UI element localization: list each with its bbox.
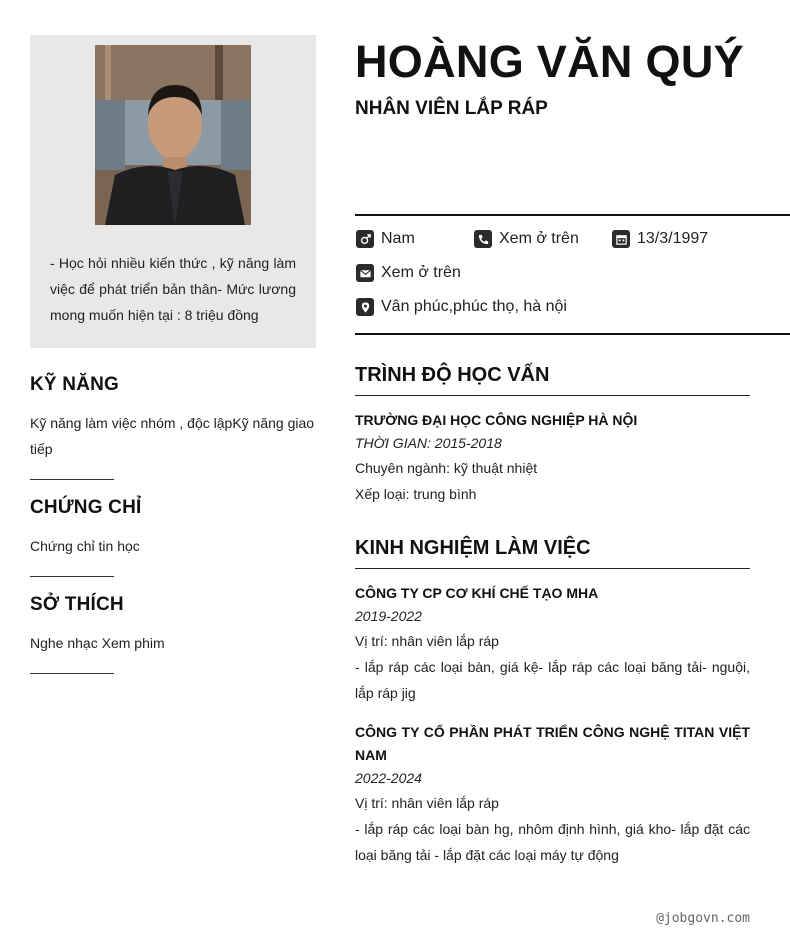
contact-gender [356,227,415,251]
career-objective: - Học hỏi nhiều kiến thức , kỹ năng làm việc để phát triển bản thân- Mức lương mong muốn hiện tại : 8 triệu đồng [50,255,296,323]
certificates-section [30,497,316,577]
education-title: TRÌNH ĐỘ HỌC VẤN [355,364,750,396]
contact-phone [474,227,579,251]
gender-value: Nam [381,230,415,247]
experience-description: - lắp ráp các loại bàn, giá kệ- lắp ráp các loại băng tải- nguội, lắp ráp jig [355,659,750,701]
contact-bottom-divider [355,333,790,335]
email-value: Xem ở trên [381,264,461,281]
contact-birthday [612,227,708,251]
experience-section [355,537,750,868]
education-time: THỜI GIAN: 2015-2018 [355,435,502,451]
hobbies-section [30,594,316,674]
experience-time: 2022-2024 [355,770,422,786]
hobbies-title: SỞ THÍCH [30,594,124,615]
skills-section [30,374,316,480]
experience-position: Vị trí: nhân viên lắp ráp [355,633,499,649]
phone-icon [474,230,492,248]
experience-entry [355,582,750,706]
experience-time: 2019-2022 [355,608,422,624]
experience-entry [355,721,750,868]
experience-title: KINH NGHIỆM LÀM VIỆC [355,537,750,569]
education-grade: Xếp loại: trung bình [355,486,477,502]
address-value: Vân phúc,phúc thọ, hà nội [381,298,567,315]
skills-text: Kỹ năng làm việc nhóm , độc lậpKỹ năng giao tiếp [30,415,315,457]
calendar-icon [612,230,630,248]
location-pin-icon [356,298,374,316]
candidate-name: HOÀNG VĂN QUÝ [355,36,744,87]
hobbies-divider [30,673,114,674]
email-icon [356,264,374,282]
sidebar-profile-box [30,35,316,348]
profile-photo-illustration [95,45,251,225]
skills-divider [30,479,114,480]
watermark: @jobgovn.com [656,911,750,926]
experience-position: Vị trí: nhân viên lắp ráp [355,795,499,811]
phone-value: Xem ở trên [499,230,579,247]
contact-address [356,295,567,319]
birthday-value: 13/3/1997 [637,230,709,247]
hobbies-text: Nghe nhạc Xem phim [30,635,165,651]
education-major: Chuyên ngành: kỹ thuật nhiệt [355,460,538,476]
education-school: TRƯỜNG ĐẠI HỌC CÔNG NGHIỆP HÀ NỘI [355,412,638,428]
certificates-title: CHỨNG CHỈ [30,497,142,518]
experience-description: - lắp ráp các loại bàn hg, nhôm định hình, giá kho- lắp đặt các loại băng tải - lắp đặt các loại máy tự động [355,821,750,863]
certificates-text: Chứng chỉ tin học [30,538,140,554]
experience-company: CÔNG TY CP CƠ KHÍ CHẾ TẠO MHA [355,585,599,601]
profile-photo [95,45,251,225]
experience-company: CÔNG TY CỔ PHẦN PHÁT TRIỂN CÔNG NGHỆ TITAN VIỆT NAM [355,724,750,763]
certificates-divider [30,576,114,577]
candidate-role: NHÂN VIÊN LẮP RÁP [355,98,548,119]
contact-email [356,261,461,285]
education-section [355,364,750,507]
gender-icon [356,230,374,248]
contact-top-divider [355,214,790,216]
skills-title: KỸ NĂNG [30,374,120,395]
